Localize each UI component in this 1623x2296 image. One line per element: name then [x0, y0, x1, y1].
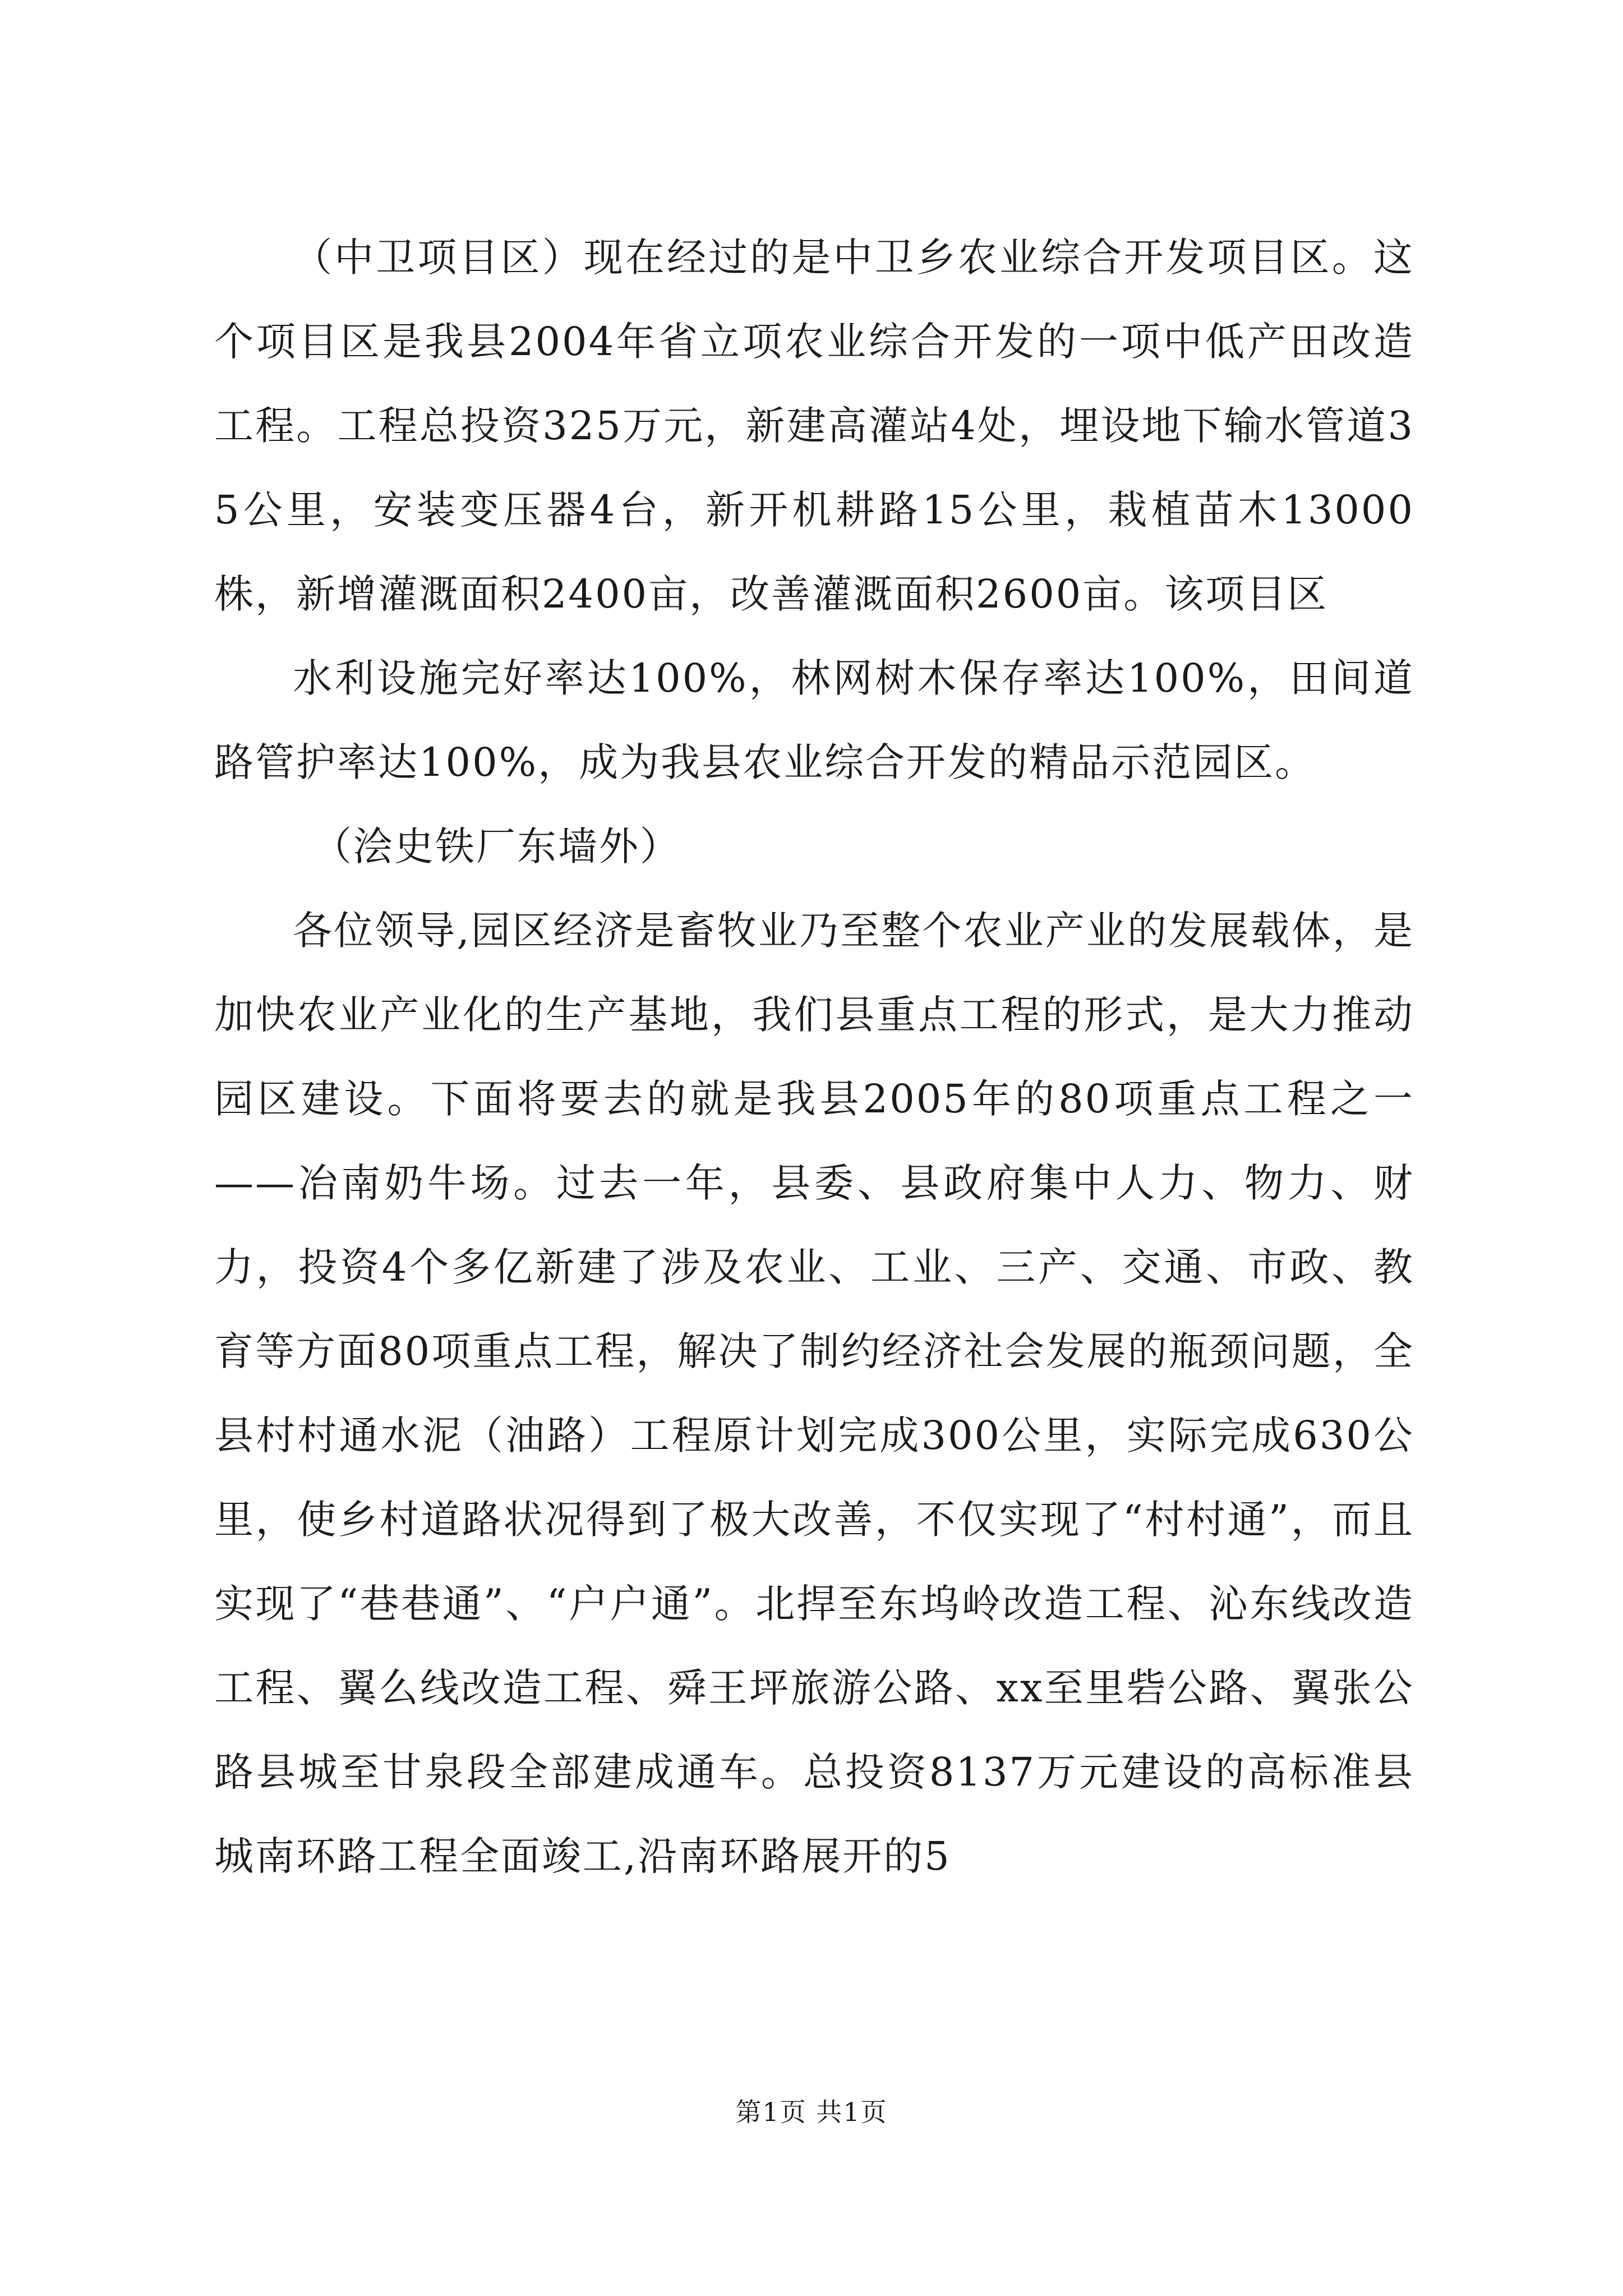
- page-footer: 第1页 共1页: [735, 2097, 888, 2127]
- document-body: [214, 215, 1414, 1898]
- paragraph-key-projects: 各位领导,园区经济是畜牧业乃至整个农业产业的发展载体，是加快农业产业化的生产基地，我们县重点工程的形式，是大力推动园区建设。下面将要去的就是我县2005年的80项重点工程之一——冶南奶牛场。过去一年，县委、县政府集中人力、物力、财力，投资4个多亿新建了涉及农业、工业、三产、交通、市政、教育等方面80项重点工程，解决了制约经济社会发展的瓶颈问题，全县村村通水泥（油路）工程原计划完成300公里，实际完成630公里，使乡村道路状况得到了极大改善，不仅实现了“村村通”，而且实现了“巷巷通”、“户户通”。北捍至东坞岭改造工程、沁东线改造工程、翼么线改造工程、舜王坪旅游公路、xx至里砦公路、翼张公路县城至甘泉段全部建成通车。总投资8137万元建设的高标准县城南环路工程全面竣工,沿南环路展开的5: [214, 908, 1414, 1879]
- paragraph-facility-rates: 水利设施完好率达100%，林网树木保存率达100%，田间道路管护率达100%，成为我县农业综合开发的精品示范园区。: [214, 655, 1414, 785]
- paragraph-project-area: （中卫项目区）现在经过的是中卫乡农业综合开发项目区。这个项目区是我县2004年省立项农业综合开发的一项中低产田改造工程。工程总投资325万元，新建高灌站4处，埋设地下输水管道35公里，安装变压器4台，新开机耕路15公里，栽植苗木13000株，新增灌溉面积2400亩，改善灌溉面积2600亩。该项目区: [214, 234, 1414, 617]
- paragraph-location-note: （浍史铁厂东墙外）: [312, 823, 681, 869]
